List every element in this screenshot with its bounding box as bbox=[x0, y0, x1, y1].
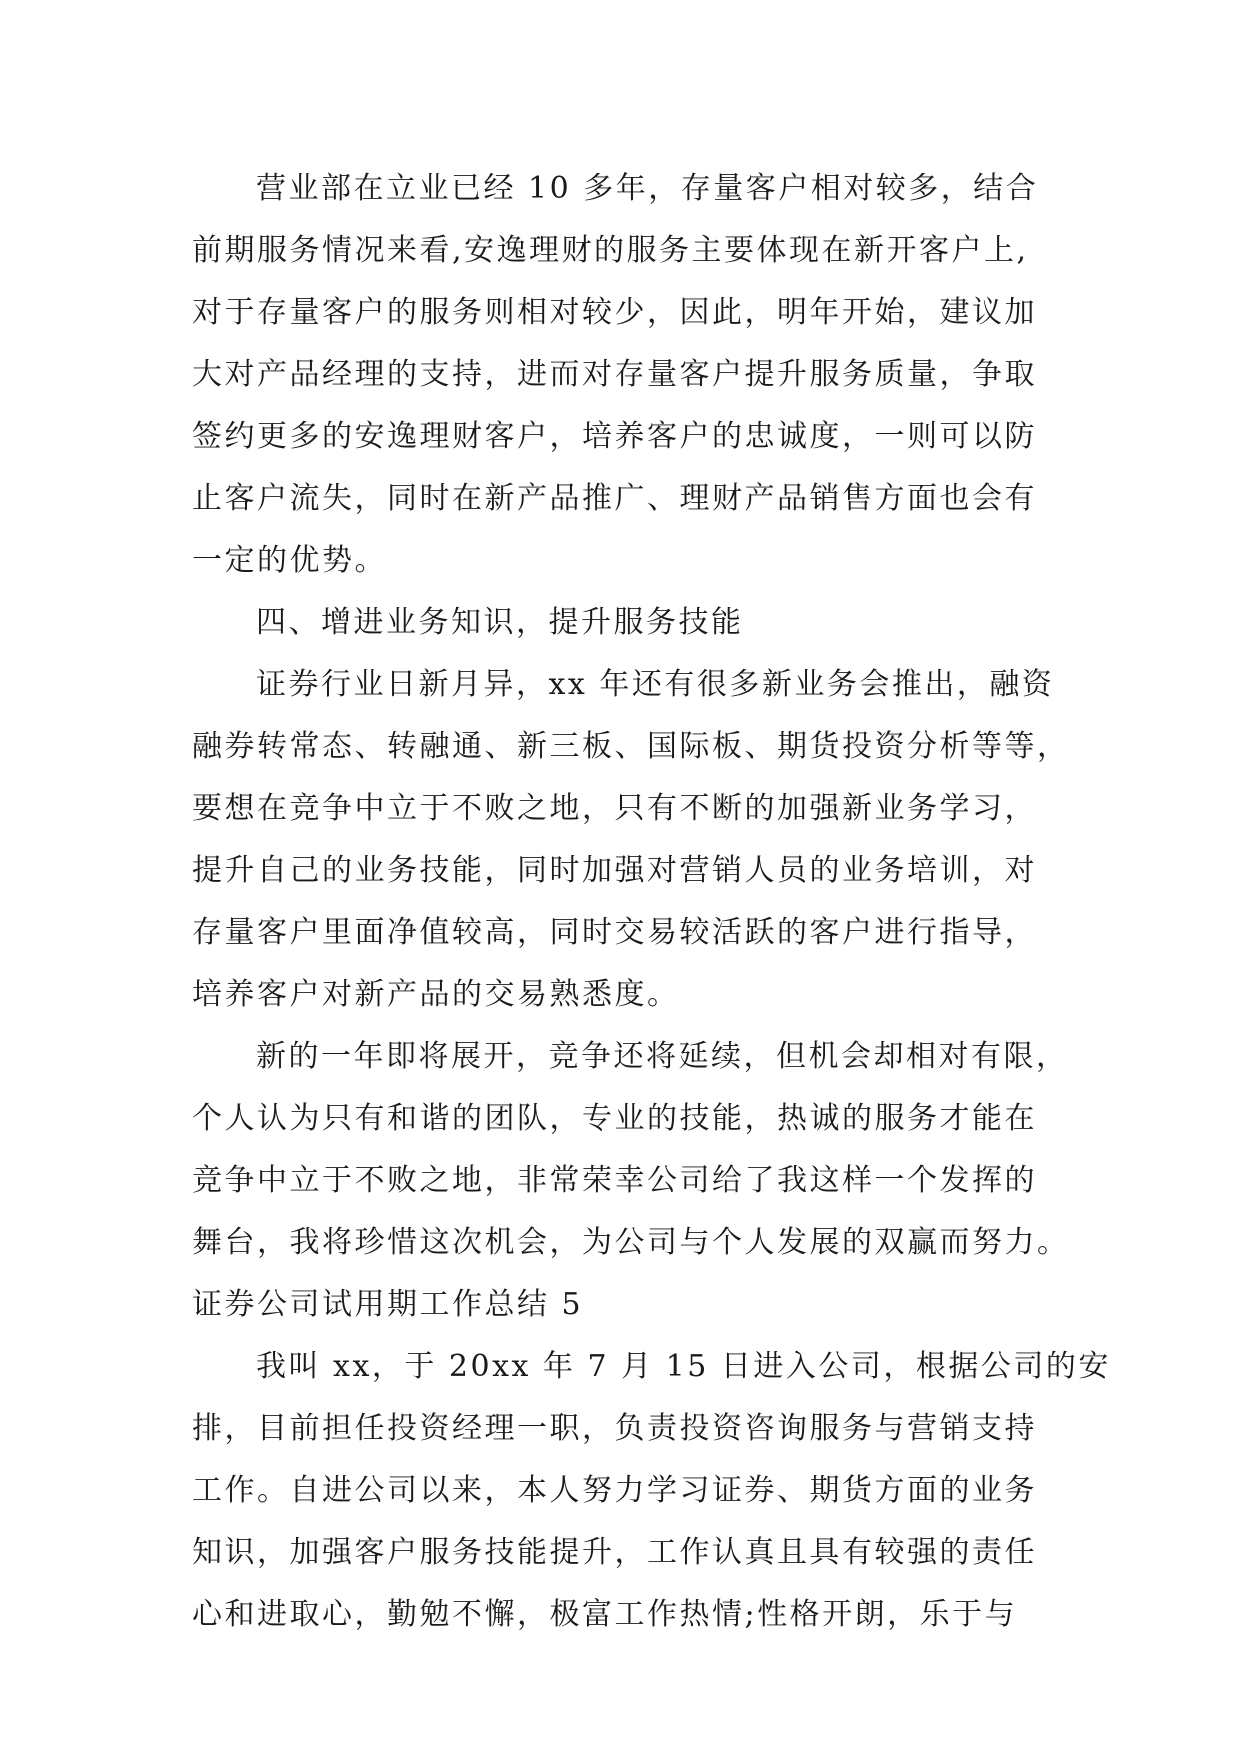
text-line: 舞台，我将珍惜这次机会，为公司与个人发展的双赢而努力。 bbox=[192, 1225, 1070, 1260]
text-line: 要想在竞争中立于不败之地，只有不断的加强新业务学习， bbox=[192, 791, 1037, 826]
text-line: 知识，加强客户服务技能提升，工作认真且具有较强的责任 bbox=[192, 1535, 1037, 1570]
text-line: 竞争中立于不败之地，非常荣幸公司给了我这样一个发挥的 bbox=[192, 1163, 1037, 1198]
text-line: 四、增进业务知识，提升服务技能 bbox=[256, 605, 744, 640]
document-body bbox=[192, 158, 1111, 1646]
text-line: 前期服务情况来看,安逸理财的服务主要体现在新开客户上, bbox=[192, 233, 1029, 268]
text-line: 存量客户里面净值较高，同时交易较活跃的客户进行指导， bbox=[192, 915, 1037, 950]
text-line: 大对产品经理的支持，进而对存量客户提升服务质量，争取 bbox=[192, 357, 1037, 392]
text-line: 一定的优势。 bbox=[192, 543, 387, 578]
text-line: 融券转常态、转融通、新三板、国际板、期货投资分析等等， bbox=[192, 729, 1070, 764]
text-line: 止客户流失，同时在新产品推广、理财产品销售方面也会有 bbox=[192, 481, 1037, 516]
text-line: 营业部在立业已经 10 多年，存量客户相对较多，结合 bbox=[256, 171, 1039, 206]
text-line: 新的一年即将展开，竞争还将延续，但机会却相对有限， bbox=[256, 1039, 1069, 1074]
text-line: 对于存量客户的服务则相对较少，因此，明年开始，建议加 bbox=[192, 295, 1037, 330]
text-line: 证券行业日新月异，xx 年还有很多新业务会推出，融资 bbox=[256, 667, 1055, 702]
text-line: 个人认为只有和谐的团队，专业的技能，热诚的服务才能在 bbox=[192, 1101, 1037, 1136]
text-line: 排，目前担任投资经理一职，负责投资咨询服务与营销支持 bbox=[192, 1411, 1037, 1446]
text-line: 证券公司试用期工作总结 5 bbox=[192, 1287, 584, 1322]
text-line: 心和进取心，勤勉不懈，极富工作热情;性格开朗，乐于与 bbox=[192, 1597, 1018, 1632]
text-line: 我叫 xx，于 20xx 年 7 月 15 日进入公司，根据公司的安 bbox=[256, 1349, 1111, 1384]
text-line: 培养客户对新产品的交易熟悉度。 bbox=[192, 977, 680, 1012]
text-line: 签约更多的安逸理财客户，培养客户的忠诚度，一则可以防 bbox=[192, 419, 1037, 454]
text-line: 提升自己的业务技能，同时加强对营销人员的业务培训，对 bbox=[192, 853, 1037, 888]
text-line: 工作。自进公司以来，本人努力学习证券、期货方面的业务 bbox=[192, 1473, 1037, 1508]
